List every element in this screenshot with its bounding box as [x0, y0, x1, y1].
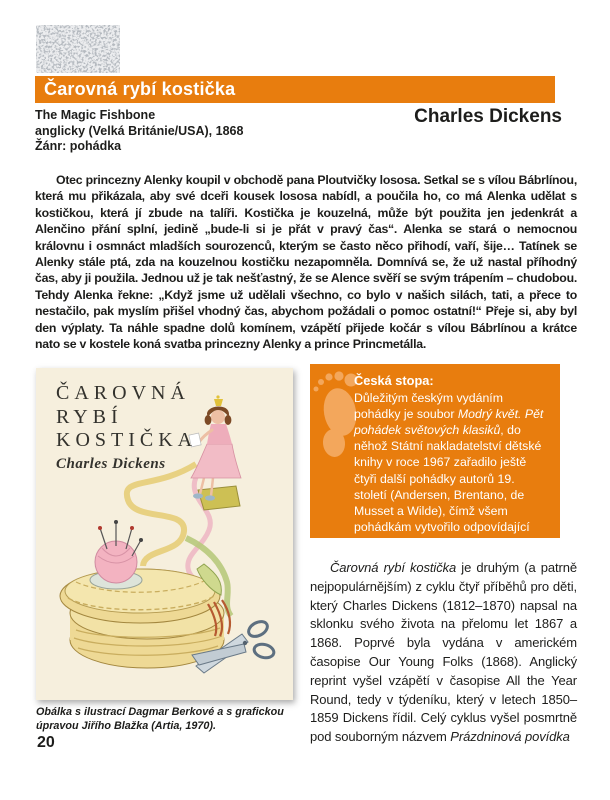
article-tail-italic: Prázdninová povídka [450, 729, 570, 745]
czech-trace-text-run: , do něhož Státní nakladatelství dětské knihy v roce 1967 zařadilo ještě čtyři další pohádky autorů 19. století (Andersen, Brentano, de Musset a Wilde), čímž všem pohádkám vytvořilo odpovídající kontext. [354, 423, 542, 550]
czech-trace-text [354, 390, 548, 551]
book-cover [36, 368, 293, 700]
publisher-stamp [35, 24, 121, 74]
czech-trace-italic-run: Modrý květ. Pět pohádek světových klasiků [354, 407, 544, 438]
cover-title-line: ČAROVNÁ [56, 382, 190, 404]
book-meta [35, 108, 243, 155]
cover-title-line: KOSTIČKA [56, 429, 198, 451]
page-number: 20 [37, 734, 55, 751]
ribbon-yellow [127, 464, 196, 566]
article-lead-italic: Čarovná rybí kostička [330, 560, 457, 575]
chapter-title: Čarovná rybí kostička [44, 79, 236, 99]
cover-title-line: RYBÍ [56, 405, 123, 428]
chapter-title-bar [35, 76, 555, 103]
article-body-run: je druhým (a patrně nejpopulárnějším) z cyklu čtyř příběhů pro děti, který Charles Dickens (1812–1870) napsal na sklonku svého života na přelomu let 1867 a 1868. Poprvé byla vydána v americkém časopise Our Young Folks (1868). Anglický reprint vyšel vzápětí v časopise All the Year Round, tedy v týdeníku, který v letech 1850–1859 Dickens řídil. Celý cyklus vyšel posmrtně pod souborným názvem [310, 560, 577, 745]
cover-title [56, 382, 197, 453]
cover-author: Charles Dickens [56, 456, 166, 472]
czech-trace-heading: Česká stopa: [354, 373, 434, 388]
cover-caption: Obálka s ilustrací Dagmar Berkové a s grafickou úpravou Jiřího Blažka (Artia, 1970). [36, 706, 284, 732]
plot-summary: Otec princezny Alenky koupil v obchodě pana Ploutvičky lososa. Setkal se s vílou Bábrlínou, která mu přikázala, aby své dceři kousek lososa nabídl, a poučila ho, co má Alenka udělat s kostičkou, která jí zbude na talíři. Kostička je kouzelná, může být použita jen jedenkrát a Alenčino přání splní, jedině „bude-li si je přát v pravý čas“. Alenka se stará o nemocnou královnu i osmnáct mladších sourozenců, kterým se často něco přihodí, vaří, šije… Tatínek se Alenky stále ptá, zda na kouzelnou kostičku nezapomněla. Domnívá se, že už nastal příhodný čas, aby ji použila. Jednou už je tak nešťastný, že se Alence svěří se svým trápením – chudobou. Tehdy Alenka řekne: „Když jsme už udělali všechno, co bylo v našich silách, tati, a přece to nestačilo, pak myslím přišel vhodný čas, abychom požádali o pomoc ostatní!“ Přeje si, aby byl den výplaty. Ta náhle spadne dolů komínem, vzápětí přijede kočár s vílou Bábrlínou a krátce nato se v kostele koná svatba princezny Alenky a prince Princmetálla. [35, 173, 577, 352]
language-year: anglicky (Velká Británie/USA), 1868 [35, 123, 244, 138]
czech-trace-text-run: Důležitým českým vydáním pohádky je soubor [354, 391, 503, 422]
pincushion [90, 520, 143, 589]
czech-trace-box [310, 364, 560, 550]
author-name: Charles Dickens [414, 106, 562, 127]
article-paragraph [310, 559, 577, 747]
original-title: The Magic Fishbone [35, 108, 156, 122]
genre: Žánr: pohádka [35, 139, 122, 153]
